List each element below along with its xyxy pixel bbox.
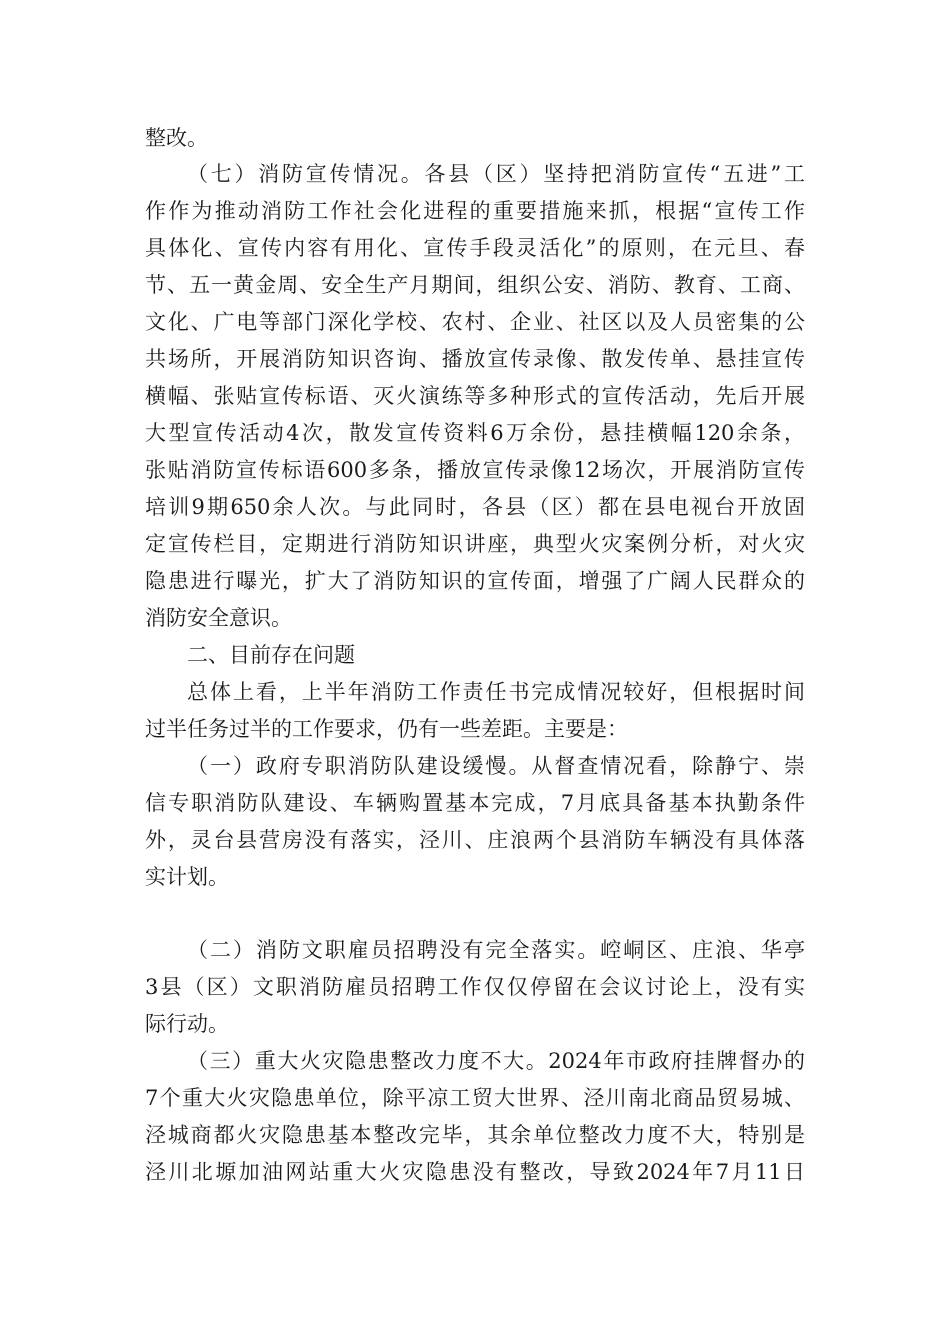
text-line: 隐患进行曝光，扩大了消防知识的宣传面，增强了广阔人民群众的	[145, 569, 805, 593]
text-line: （一）政府专职消防队建设缓慢。从督查情况看，除静宁、崇	[187, 754, 805, 778]
text-line: 横幅、张贴宣传标语、灭火演练等多种形式的宣传活动，先后开展	[145, 384, 805, 408]
text-line: 7个重大火灾隐患单位，除平凉工贸大世界、泾川南北商品贸易城、	[145, 1086, 805, 1110]
text-line: 作作为推动消防工作社会化进程的重要措施来抓，根据“宣传工作	[145, 199, 805, 223]
text-line: 大型宣传活动4次，散发宣传资料6万余份，悬挂横幅120余条，	[145, 421, 805, 445]
text-line: 3县（区）文职消防雇员招聘工作仅仅停留在会议讨论上，没有实	[145, 975, 805, 999]
section-heading: 二、目前存在问题	[187, 643, 355, 667]
text-line: 泾川北塬加油网站重大火灾隐患没有整改，导致2024年7月11日	[145, 1160, 805, 1184]
text-line: 培训9期650余人次。与此同时，各县（区）都在县电视台开放固	[145, 495, 805, 519]
text-line: （七）消防宣传情况。各县（区）坚持把消防宣传“五进”工	[187, 162, 805, 186]
text-line: 节、五一黄金周、安全生产月期间，组织公安、消防、教育、工商、	[145, 273, 805, 297]
text-line: 整改。	[145, 126, 208, 150]
text-line: 总体上看，上半年消防工作责任书完成情况较好，但根据时间	[187, 680, 805, 704]
text-line: 文化、广电等部门深化学校、农村、企业、社区以及人员密集的公	[145, 310, 805, 334]
text-line: （二）消防文职雇员招聘没有完全落实。崆峒区、庄浪、华亭	[187, 938, 805, 962]
text-line: 信专职消防队建设、车辆购置基本完成，7月底具备基本执勤条件	[145, 791, 805, 815]
text-line: 定宣传栏目，定期进行消防知识讲座，典型火灾案例分析，对火灾	[145, 532, 805, 556]
text-line: （三）重大火灾隐患整改力度不大。2024年市政府挂牌督办的	[187, 1049, 805, 1073]
text-line: 实计划。	[145, 865, 229, 889]
text-line: 共场所，开展消防知识咨询、播放宣传录像、散发传单、悬挂宣传	[145, 347, 805, 371]
text-line: 具体化、宣传内容有用化、宣传手段灵活化”的原则，在元旦、春	[145, 236, 805, 260]
text-line: 消防安全意识。	[145, 606, 292, 630]
text-line: 张贴消防宣传标语600多条，播放宣传录像12场次，开展消防宣传	[145, 458, 805, 482]
text-line: 泾城商都火灾隐患基本整改完毕，其余单位整改力度不大，特别是	[145, 1123, 805, 1147]
text-line: 过半任务过半的工作要求，仍有一些差距。主要是：	[145, 717, 628, 741]
text-line: 际行动。	[145, 1012, 229, 1036]
text-line: 外，灵台县营房没有落实，泾川、庄浪两个县消防车辆没有具体落	[145, 828, 805, 852]
